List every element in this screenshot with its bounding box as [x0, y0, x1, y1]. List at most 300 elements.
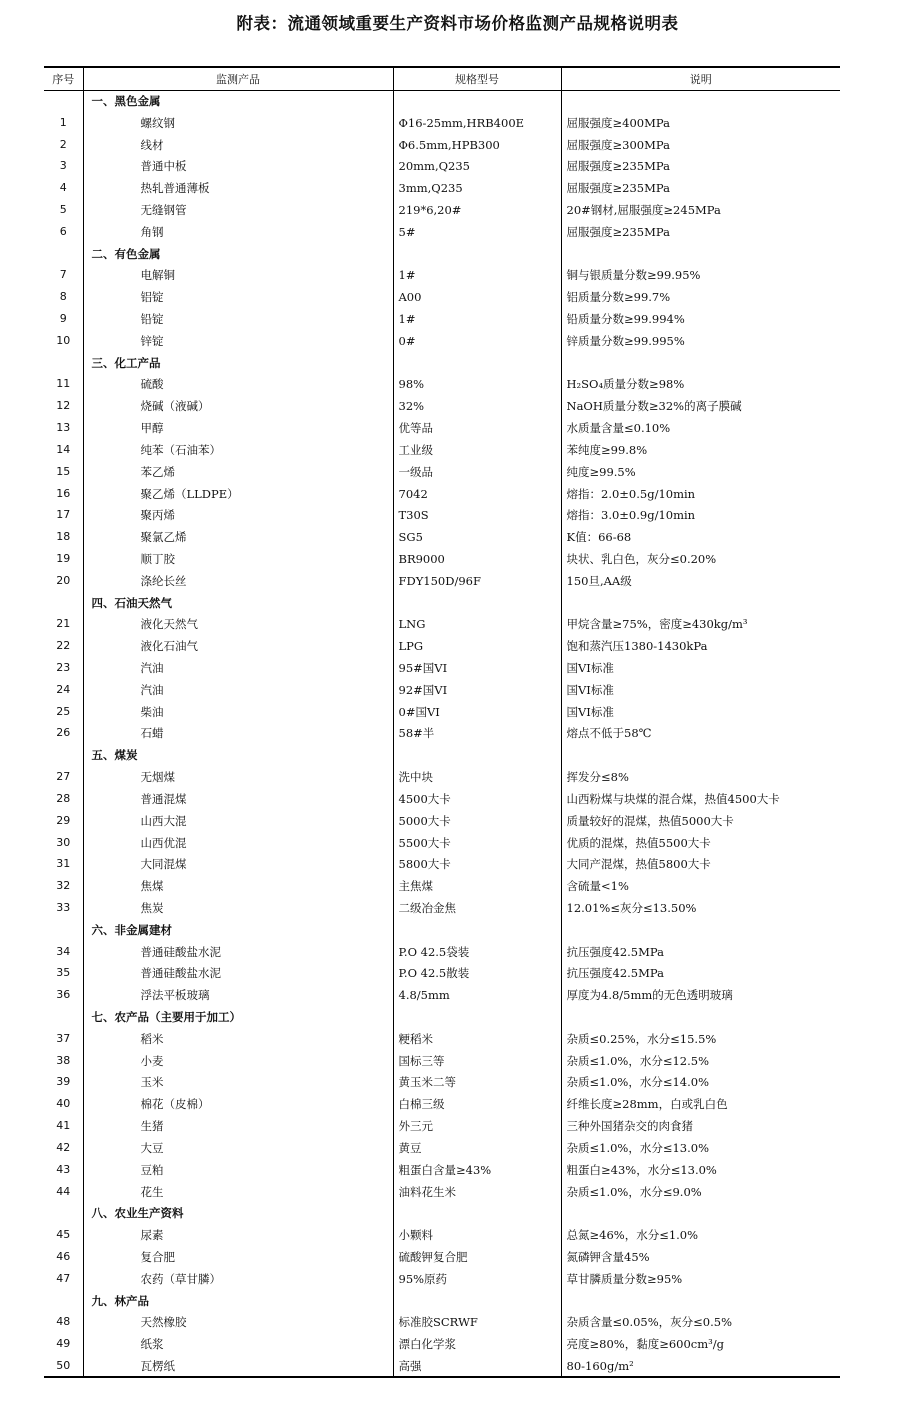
row-product: 浮法平板玻璃 — [83, 984, 393, 1006]
table-row — [44, 635, 840, 657]
row-desc: 甲烷含量≥75%，密度≥430kg/m³ — [561, 614, 840, 636]
table-row — [44, 1355, 840, 1377]
table-row — [44, 308, 840, 330]
row-product: 普通中板 — [83, 155, 393, 177]
row-seq: 37 — [56, 1031, 71, 1045]
row-spec: Φ6.5mm,HPB300 — [393, 134, 561, 156]
row-spec: 漂白化学浆 — [393, 1333, 561, 1355]
table-row — [44, 1181, 840, 1203]
table-row — [44, 1028, 840, 1050]
row-spec: 1# — [393, 308, 561, 330]
category-label: 二、有色金属 — [83, 243, 393, 265]
row-seq: 11 — [56, 377, 71, 391]
row-spec-cell — [393, 1202, 561, 1224]
row-spec: 0#国VI — [393, 701, 561, 723]
row-spec-cell — [393, 243, 561, 265]
row-desc: 优质的混煤，热值5500大卡 — [561, 832, 840, 854]
row-seq-cell — [44, 243, 83, 265]
row-desc: 氮磷钾含量45% — [561, 1246, 840, 1268]
row-desc: 山西粉煤与块煤的混合煤，热值4500大卡 — [561, 788, 840, 810]
row-desc-cell — [561, 1290, 840, 1312]
row-seq: 1 — [59, 115, 67, 129]
row-product: 焦炭 — [83, 897, 393, 919]
row-desc: 杂质≤0.25%，水分≤15.5% — [561, 1028, 840, 1050]
row-seq: 6 — [59, 224, 67, 238]
row-spec: 标准胶SCRWF — [393, 1312, 561, 1334]
category-label: 七、农产品（主要用于加工） — [83, 1006, 393, 1028]
table-row — [44, 330, 840, 352]
row-desc: 总氮≥46%，水分≤1.0% — [561, 1224, 840, 1246]
row-seq: 34 — [56, 944, 71, 958]
row-seq-cell — [44, 1202, 83, 1224]
row-desc-cell — [561, 1006, 840, 1028]
row-product: 普通混煤 — [83, 788, 393, 810]
row-seq: 43 — [56, 1162, 71, 1176]
category-label: 八、农业生产资料 — [83, 1202, 393, 1224]
row-spec: 58#半 — [393, 723, 561, 745]
row-desc: H₂SO₄质量分数≥98% — [561, 374, 840, 396]
row-spec: 1# — [393, 265, 561, 287]
row-seq: 44 — [56, 1184, 71, 1198]
row-desc-cell — [561, 1202, 840, 1224]
row-desc: 铝质量分数≥99.7% — [561, 286, 840, 308]
row-product: 石蜡 — [83, 723, 393, 745]
row-seq: 3 — [59, 159, 67, 173]
row-product: 汽油 — [83, 679, 393, 701]
row-seq: 12 — [56, 399, 71, 413]
row-desc: 国VI标准 — [561, 701, 840, 723]
row-product: 瓦楞纸 — [83, 1355, 393, 1377]
table-row — [44, 723, 840, 745]
row-product: 烧碱（液碱） — [83, 395, 393, 417]
category-row — [44, 243, 840, 265]
table-row — [44, 504, 840, 526]
row-spec: 粗蛋白含量≥43% — [393, 1159, 561, 1181]
table-row — [44, 897, 840, 919]
table-row — [44, 461, 840, 483]
table-row — [44, 963, 840, 985]
category-row — [44, 352, 840, 374]
row-spec: 32% — [393, 395, 561, 417]
row-desc: 铅质量分数≥99.994% — [561, 308, 840, 330]
row-desc: 挥发分≤8% — [561, 766, 840, 788]
row-desc-cell — [561, 352, 840, 374]
table-row — [44, 395, 840, 417]
row-product: 螺纹钢 — [83, 112, 393, 134]
row-spec-cell — [393, 919, 561, 941]
table-row — [44, 155, 840, 177]
category-label: 九、林产品 — [83, 1290, 393, 1312]
row-spec: 7042 — [393, 483, 561, 505]
row-seq: 22 — [56, 639, 71, 653]
row-spec: 95#国VI — [393, 657, 561, 679]
row-seq: 13 — [56, 421, 71, 435]
row-desc: 杂质含量≤0.05%，灰分≤0.5% — [561, 1312, 840, 1334]
row-product: 聚丙烯 — [83, 504, 393, 526]
table-row — [44, 548, 840, 570]
row-desc: 国VI标准 — [561, 657, 840, 679]
row-desc: 大同产混煤，热值5800大卡 — [561, 853, 840, 875]
category-label: 三、化工产品 — [83, 352, 393, 374]
row-spec: LPG — [393, 635, 561, 657]
row-desc: 块状、乳白色，灰分≤0.20% — [561, 548, 840, 570]
row-seq: 47 — [56, 1271, 71, 1285]
row-spec: 4.8/5mm — [393, 984, 561, 1006]
table-row — [44, 657, 840, 679]
row-product: 无缝钢管 — [83, 199, 393, 221]
row-spec: 黄豆 — [393, 1137, 561, 1159]
row-desc: 杂质≤1.0%，水分≤14.0% — [561, 1072, 840, 1094]
row-product: 大豆 — [83, 1137, 393, 1159]
row-seq: 20 — [56, 573, 71, 587]
row-seq: 42 — [56, 1140, 71, 1154]
row-product: 普通硅酸盐水泥 — [83, 941, 393, 963]
row-desc: 屈服强度≥235MPa — [561, 177, 840, 199]
row-desc: 熔指：2.0±0.5g/10min — [561, 483, 840, 505]
row-product: 山西大混 — [83, 810, 393, 832]
page-title: 附表：流通领域重要生产资料市场价格监测产品规格说明表 — [236, 14, 679, 33]
category-row — [44, 592, 840, 614]
row-seq: 41 — [56, 1119, 71, 1133]
row-spec: 219*6,20# — [393, 199, 561, 221]
row-spec: 小颗料 — [393, 1224, 561, 1246]
row-seq: 48 — [56, 1315, 71, 1329]
category-row — [44, 919, 840, 941]
row-product: 纸浆 — [83, 1333, 393, 1355]
row-seq: 2 — [59, 137, 67, 151]
row-seq: 28 — [56, 791, 71, 805]
row-spec: 白棉三级 — [393, 1093, 561, 1115]
row-spec-cell — [393, 352, 561, 374]
row-seq: 24 — [56, 682, 71, 696]
row-product: 线材 — [83, 134, 393, 156]
row-product: 花生 — [83, 1181, 393, 1203]
table-row — [44, 1333, 840, 1355]
row-seq: 36 — [56, 988, 71, 1002]
row-spec: 20mm,Q235 — [393, 155, 561, 177]
row-product: 无烟煤 — [83, 766, 393, 788]
row-desc: 水质量含量≤0.10% — [561, 417, 840, 439]
row-desc-cell — [561, 744, 840, 766]
row-spec: 一级品 — [393, 461, 561, 483]
row-seq-cell — [44, 352, 83, 374]
table-row — [44, 374, 840, 396]
row-seq: 25 — [56, 704, 71, 718]
row-seq: 18 — [56, 530, 71, 544]
row-desc: 屈服强度≥400MPa — [561, 112, 840, 134]
row-spec: 主焦煤 — [393, 875, 561, 897]
table-row — [44, 614, 840, 636]
row-spec: 粳稻米 — [393, 1028, 561, 1050]
category-row — [44, 1290, 840, 1312]
table-row — [44, 265, 840, 287]
row-spec: 优等品 — [393, 417, 561, 439]
row-seq-cell — [44, 90, 83, 112]
row-desc: 亮度≥80%，黏度≥600cm³/g — [561, 1333, 840, 1355]
table-row — [44, 1093, 840, 1115]
row-product: 液化石油气 — [83, 635, 393, 657]
row-desc: 熔点不低于58℃ — [561, 723, 840, 745]
table-row — [44, 1072, 840, 1094]
row-seq: 46 — [56, 1249, 71, 1263]
table-row — [44, 112, 840, 134]
table-row — [44, 221, 840, 243]
row-desc-cell — [561, 592, 840, 614]
row-product: 纯苯（石油苯） — [83, 439, 393, 461]
header-seq: 序号 — [44, 67, 83, 90]
row-desc-cell — [561, 919, 840, 941]
table-row — [44, 134, 840, 156]
row-desc: 杂质≤1.0%，水分≤13.0% — [561, 1137, 840, 1159]
header-desc: 说明 — [561, 67, 840, 90]
row-seq: 35 — [56, 966, 71, 980]
table-row — [44, 701, 840, 723]
row-product: 聚乙烯（LLDPE） — [83, 483, 393, 505]
row-desc-cell — [561, 243, 840, 265]
row-seq: 40 — [56, 1097, 71, 1111]
row-spec: 黄玉米二等 — [393, 1072, 561, 1094]
row-product: 复合肥 — [83, 1246, 393, 1268]
row-seq: 49 — [56, 1337, 71, 1351]
table-row — [44, 788, 840, 810]
row-spec: Φ16-25mm,HRB400E — [393, 112, 561, 134]
row-product: 热轧普通薄板 — [83, 177, 393, 199]
row-seq: 38 — [56, 1053, 71, 1067]
row-desc: 粗蛋白≥43%，水分≤13.0% — [561, 1159, 840, 1181]
row-desc: 屈服强度≥300MPa — [561, 134, 840, 156]
table-row — [44, 526, 840, 548]
category-label: 六、非金属建材 — [83, 919, 393, 941]
row-spec: P.O 42.5袋装 — [393, 941, 561, 963]
row-seq: 21 — [56, 617, 71, 631]
row-seq-cell — [44, 744, 83, 766]
row-desc: 杂质≤1.0%，水分≤9.0% — [561, 1181, 840, 1203]
table-body — [44, 90, 840, 1377]
row-product: 硫酸 — [83, 374, 393, 396]
row-spec: SG5 — [393, 526, 561, 548]
row-desc: 纤维长度≥28mm，白或乳白色 — [561, 1093, 840, 1115]
row-spec: BR9000 — [393, 548, 561, 570]
row-desc: 纯度≥99.5% — [561, 461, 840, 483]
table-row — [44, 1137, 840, 1159]
table-row — [44, 570, 840, 592]
row-seq: 4 — [59, 181, 67, 195]
row-product: 液化天然气 — [83, 614, 393, 636]
row-product: 铅锭 — [83, 308, 393, 330]
category-label: 一、黑色金属 — [83, 90, 393, 112]
row-seq-cell — [44, 919, 83, 941]
row-product: 聚氯乙烯 — [83, 526, 393, 548]
row-desc: 三种外国猪杂交的肉食猪 — [561, 1115, 840, 1137]
row-desc: 熔指：3.0±0.9g/10min — [561, 504, 840, 526]
row-product: 铝锭 — [83, 286, 393, 308]
category-label: 五、煤炭 — [83, 744, 393, 766]
table-row — [44, 483, 840, 505]
category-label: 四、石油天然气 — [83, 592, 393, 614]
row-product: 大同混煤 — [83, 853, 393, 875]
row-seq-cell — [44, 1006, 83, 1028]
table-row — [44, 286, 840, 308]
table-row — [44, 679, 840, 701]
row-spec-cell — [393, 592, 561, 614]
row-product: 玉米 — [83, 1072, 393, 1094]
row-desc: 含硫量<1% — [561, 875, 840, 897]
category-row — [44, 1202, 840, 1224]
row-desc: NaOH质量分数≥32%的离子膜碱 — [561, 395, 840, 417]
row-desc: 150旦,AA级 — [561, 570, 840, 592]
row-spec: 95%原药 — [393, 1268, 561, 1290]
row-product: 尿素 — [83, 1224, 393, 1246]
row-seq: 19 — [56, 551, 71, 565]
row-spec: 3mm,Q235 — [393, 177, 561, 199]
row-seq: 15 — [56, 464, 71, 478]
row-spec: 外三元 — [393, 1115, 561, 1137]
row-spec: 98% — [393, 374, 561, 396]
row-seq: 14 — [56, 442, 71, 456]
row-spec: 二级冶金焦 — [393, 897, 561, 919]
row-desc-cell — [561, 90, 840, 112]
row-seq: 29 — [56, 813, 71, 827]
row-desc: 屈服强度≥235MPa — [561, 155, 840, 177]
table-row — [44, 875, 840, 897]
row-product: 苯乙烯 — [83, 461, 393, 483]
category-row — [44, 1006, 840, 1028]
row-seq: 31 — [56, 857, 71, 871]
row-seq: 16 — [56, 486, 71, 500]
row-spec: A00 — [393, 286, 561, 308]
row-desc: K值：66-68 — [561, 526, 840, 548]
table-row — [44, 1159, 840, 1181]
row-desc: 苯纯度≥99.8% — [561, 439, 840, 461]
table-row — [44, 199, 840, 221]
row-desc: 屈服强度≥235MPa — [561, 221, 840, 243]
table-row — [44, 1115, 840, 1137]
row-spec: 油料花生米 — [393, 1181, 561, 1203]
row-product: 天然橡胶 — [83, 1312, 393, 1334]
row-desc: 铜与银质量分数≥99.95% — [561, 265, 840, 287]
row-seq: 45 — [56, 1228, 71, 1242]
row-spec-cell — [393, 90, 561, 112]
row-product: 棉花（皮棉） — [83, 1093, 393, 1115]
row-seq: 39 — [56, 1075, 71, 1089]
row-product: 电解铜 — [83, 265, 393, 287]
header-product: 监测产品 — [83, 67, 393, 90]
row-product: 普通硅酸盐水泥 — [83, 963, 393, 985]
row-seq-cell — [44, 1290, 83, 1312]
row-desc: 80-160g/m² — [561, 1355, 840, 1377]
row-spec: 5800大卡 — [393, 853, 561, 875]
row-product: 涤纶长丝 — [83, 570, 393, 592]
row-seq: 32 — [56, 879, 71, 893]
row-spec-cell — [393, 1006, 561, 1028]
table-row — [44, 417, 840, 439]
header-spec: 规格型号 — [393, 67, 561, 90]
row-spec: 工业级 — [393, 439, 561, 461]
table-row — [44, 941, 840, 963]
table-row — [44, 1224, 840, 1246]
row-desc: 12.01%≤灰分≤13.50% — [561, 897, 840, 919]
row-seq: 10 — [56, 333, 71, 347]
row-product: 角钢 — [83, 221, 393, 243]
row-desc: 锌质量分数≥99.995% — [561, 330, 840, 352]
row-seq: 8 — [59, 290, 67, 304]
table-row — [44, 810, 840, 832]
row-desc: 草甘膦质量分数≥95% — [561, 1268, 840, 1290]
table-row — [44, 1050, 840, 1072]
row-seq: 27 — [56, 770, 71, 784]
row-spec: 5000大卡 — [393, 810, 561, 832]
row-desc: 20#钢材,屈服强度≥245MPa — [561, 199, 840, 221]
row-product: 锌锭 — [83, 330, 393, 352]
row-spec: 国标三等 — [393, 1050, 561, 1072]
row-desc: 饱和蒸汽压1380-1430kPa — [561, 635, 840, 657]
row-spec: T30S — [393, 504, 561, 526]
row-desc: 质量较好的混煤，热值5000大卡 — [561, 810, 840, 832]
row-seq: 7 — [59, 268, 67, 282]
table-header-row — [44, 67, 840, 90]
row-product: 甲醇 — [83, 417, 393, 439]
category-row — [44, 744, 840, 766]
table-row — [44, 984, 840, 1006]
row-seq: 30 — [56, 835, 71, 849]
row-product: 顺丁胶 — [83, 548, 393, 570]
row-product: 小麦 — [83, 1050, 393, 1072]
row-seq: 5 — [59, 202, 67, 216]
spec-table — [44, 66, 840, 1378]
row-product: 农药（草甘膦） — [83, 1268, 393, 1290]
row-desc: 杂质≤1.0%，水分≤12.5% — [561, 1050, 840, 1072]
row-product: 豆粕 — [83, 1159, 393, 1181]
row-seq-cell — [44, 592, 83, 614]
table-row — [44, 1268, 840, 1290]
row-product: 柴油 — [83, 701, 393, 723]
table-row — [44, 1246, 840, 1268]
table-row — [44, 853, 840, 875]
row-product: 山西优混 — [83, 832, 393, 854]
row-spec: 92#国VI — [393, 679, 561, 701]
row-seq: 9 — [59, 312, 67, 326]
table-row — [44, 439, 840, 461]
table-row — [44, 832, 840, 854]
row-product: 汽油 — [83, 657, 393, 679]
table-row — [44, 1312, 840, 1334]
row-spec: 硫酸钾复合肥 — [393, 1246, 561, 1268]
row-desc: 厚度为4.8/5mm的无色透明玻璃 — [561, 984, 840, 1006]
table-row — [44, 766, 840, 788]
row-product: 生猪 — [83, 1115, 393, 1137]
row-spec: FDY150D/96F — [393, 570, 561, 592]
row-seq: 33 — [56, 900, 71, 914]
row-seq: 50 — [44, 1355, 83, 1377]
row-spec: 洗中块 — [393, 766, 561, 788]
row-spec: LNG — [393, 614, 561, 636]
row-seq: 23 — [56, 661, 71, 675]
row-spec: 5# — [393, 221, 561, 243]
row-spec: 4500大卡 — [393, 788, 561, 810]
row-spec: 5500大卡 — [393, 832, 561, 854]
row-desc: 抗压强度42.5MPa — [561, 963, 840, 985]
row-spec-cell — [393, 1290, 561, 1312]
row-desc: 抗压强度42.5MPa — [561, 941, 840, 963]
row-spec-cell — [393, 744, 561, 766]
row-spec: P.O 42.5散装 — [393, 963, 561, 985]
category-row — [44, 90, 840, 112]
row-seq: 17 — [56, 508, 71, 522]
table-row — [44, 177, 840, 199]
row-product: 稻米 — [83, 1028, 393, 1050]
row-product: 焦煤 — [83, 875, 393, 897]
row-desc: 国VI标准 — [561, 679, 840, 701]
